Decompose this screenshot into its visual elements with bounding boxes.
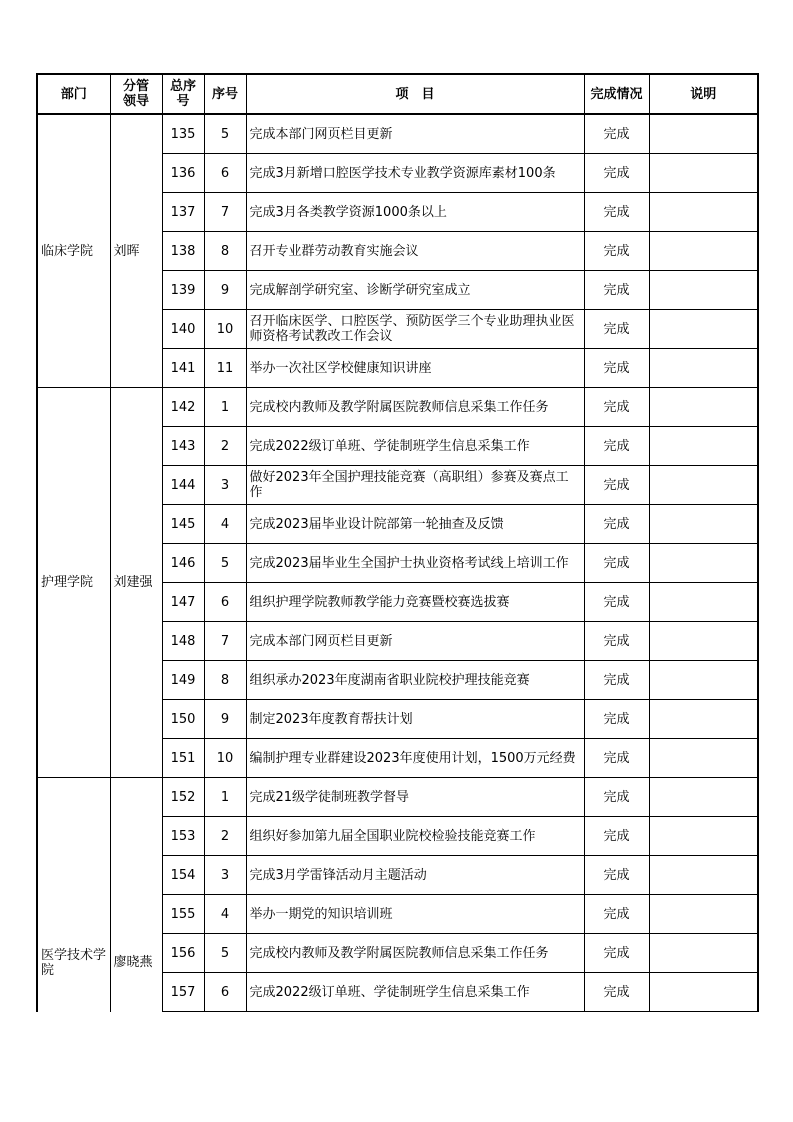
note-cell (649, 583, 758, 622)
total-no-cell: 150 (162, 700, 204, 739)
seq-cell: 8 (204, 661, 246, 700)
leader-cell: 刘建强 (110, 388, 162, 778)
leader-cell: 刘晖 (110, 114, 162, 388)
item-cell: 完成3月各类教学资源1000条以上 (246, 193, 584, 232)
note-cell (649, 271, 758, 310)
total-no-cell: 147 (162, 583, 204, 622)
status-cell: 完成 (584, 895, 649, 934)
item-cell: 完成2022级订单班、学徒制班学生信息采集工作 (246, 973, 584, 1012)
total-no-cell: 144 (162, 466, 204, 505)
table-row (37, 388, 758, 427)
seq-cell: 10 (204, 739, 246, 778)
note-cell (649, 544, 758, 583)
total-no-cell: 157 (162, 973, 204, 1012)
seq-cell: 4 (204, 895, 246, 934)
item-cell: 举办一次社区学校健康知识讲座 (246, 349, 584, 388)
total-no-cell: 153 (162, 817, 204, 856)
status-cell: 完成 (584, 310, 649, 349)
total-no-cell: 141 (162, 349, 204, 388)
dept-cell: 护理学院 (37, 388, 110, 778)
seq-cell: 5 (204, 544, 246, 583)
total-no-cell: 135 (162, 114, 204, 154)
total-no-cell: 136 (162, 154, 204, 193)
item-cell: 召开专业群劳动教育实施会议 (246, 232, 584, 271)
table-row (37, 778, 758, 817)
item-cell: 完成2023届毕业设计院部第一轮抽查及反馈 (246, 505, 584, 544)
status-cell: 完成 (584, 154, 649, 193)
seq-cell: 6 (204, 154, 246, 193)
note-cell (649, 778, 758, 817)
table-row (37, 114, 758, 154)
total-no-cell: 148 (162, 622, 204, 661)
dept-cell: 医学技术学院 (37, 778, 110, 1012)
total-no-cell: 138 (162, 232, 204, 271)
note-cell (649, 114, 758, 154)
seq-cell: 3 (204, 466, 246, 505)
note-cell (649, 973, 758, 1012)
note-cell (649, 895, 758, 934)
item-cell: 完成解剖学研究室、诊断学研究室成立 (246, 271, 584, 310)
total-no-cell: 142 (162, 388, 204, 427)
header-row (37, 74, 758, 114)
header-total-no (162, 74, 204, 114)
header-item: 项 目 (246, 74, 584, 114)
status-cell: 完成 (584, 232, 649, 271)
note-cell (649, 817, 758, 856)
note-cell (649, 193, 758, 232)
status-cell: 完成 (584, 271, 649, 310)
header-leader-text: 分管领导 (122, 79, 149, 109)
seq-cell: 11 (204, 349, 246, 388)
header-note: 说明 (649, 74, 758, 114)
seq-cell: 1 (204, 778, 246, 817)
item-cell: 制定2023年度教育帮扶计划 (246, 700, 584, 739)
total-no-cell: 156 (162, 934, 204, 973)
seq-cell: 3 (204, 856, 246, 895)
total-no-cell: 154 (162, 856, 204, 895)
note-cell (649, 505, 758, 544)
header-leader (110, 74, 162, 114)
seq-cell: 10 (204, 310, 246, 349)
total-no-cell: 143 (162, 427, 204, 466)
work-completion-table (36, 73, 759, 1012)
item-cell: 完成本部门网页栏目更新 (246, 114, 584, 154)
status-cell: 完成 (584, 661, 649, 700)
total-no-cell: 152 (162, 778, 204, 817)
total-no-cell: 155 (162, 895, 204, 934)
item-cell: 组织护理学院教师教学能力竞赛暨校赛选拔赛 (246, 583, 584, 622)
item-cell: 完成2023届毕业生全国护士执业资格考试线上培训工作 (246, 544, 584, 583)
note-cell (649, 388, 758, 427)
note-cell (649, 700, 758, 739)
seq-cell: 5 (204, 114, 246, 154)
item-cell: 完成3月新增口腔医学技术专业教学资源库素材100条 (246, 154, 584, 193)
total-no-cell: 145 (162, 505, 204, 544)
leader-cell: 廖晓燕 (110, 778, 162, 1012)
total-no-cell: 137 (162, 193, 204, 232)
seq-cell: 8 (204, 232, 246, 271)
note-cell (649, 856, 758, 895)
total-no-cell: 149 (162, 661, 204, 700)
item-cell: 完成校内教师及教学附属医院教师信息采集工作任务 (246, 934, 584, 973)
status-cell: 完成 (584, 778, 649, 817)
status-cell: 完成 (584, 700, 649, 739)
table-body (37, 114, 758, 1012)
status-cell: 完成 (584, 388, 649, 427)
note-cell (649, 154, 758, 193)
status-cell: 完成 (584, 505, 649, 544)
seq-cell: 2 (204, 427, 246, 466)
note-cell (649, 661, 758, 700)
item-cell: 召开临床医学、口腔医学、预防医学三个专业助理执业医师资格考试教改工作会议 (246, 310, 584, 349)
total-no-cell: 139 (162, 271, 204, 310)
note-cell (649, 349, 758, 388)
seq-cell: 2 (204, 817, 246, 856)
item-cell: 举办一期党的知识培训班 (246, 895, 584, 934)
status-cell: 完成 (584, 583, 649, 622)
seq-cell: 4 (204, 505, 246, 544)
note-cell (649, 232, 758, 271)
item-cell: 完成3月学雷锋活动月主题活动 (246, 856, 584, 895)
item-cell: 完成21级学徒制班教学督导 (246, 778, 584, 817)
status-cell: 完成 (584, 622, 649, 661)
item-cell: 编制护理专业群建设2023年度使用计划，1500万元经费 (246, 739, 584, 778)
item-cell: 完成校内教师及教学附属医院教师信息采集工作任务 (246, 388, 584, 427)
dept-cell: 临床学院 (37, 114, 110, 388)
header-seq: 序号 (204, 74, 246, 114)
item-cell: 组织承办2023年度湖南省职业院校护理技能竞赛 (246, 661, 584, 700)
note-cell (649, 427, 758, 466)
seq-cell: 9 (204, 700, 246, 739)
note-cell (649, 466, 758, 505)
note-cell (649, 934, 758, 973)
seq-cell: 1 (204, 388, 246, 427)
seq-cell: 6 (204, 973, 246, 1012)
note-cell (649, 310, 758, 349)
note-cell (649, 739, 758, 778)
status-cell: 完成 (584, 466, 649, 505)
header-status: 完成情况 (584, 74, 649, 114)
seq-cell: 7 (204, 622, 246, 661)
item-cell: 完成本部门网页栏目更新 (246, 622, 584, 661)
header-dept: 部门 (37, 74, 110, 114)
note-cell (649, 622, 758, 661)
status-cell: 完成 (584, 193, 649, 232)
status-cell: 完成 (584, 973, 649, 1012)
status-cell: 完成 (584, 739, 649, 778)
status-cell: 完成 (584, 349, 649, 388)
item-cell: 完成2022级订单班、学徒制班学生信息采集工作 (246, 427, 584, 466)
status-cell: 完成 (584, 934, 649, 973)
total-no-cell: 151 (162, 739, 204, 778)
status-cell: 完成 (584, 427, 649, 466)
status-cell: 完成 (584, 114, 649, 154)
seq-cell: 5 (204, 934, 246, 973)
header-total-no-text: 总序号 (169, 79, 196, 109)
seq-cell: 6 (204, 583, 246, 622)
seq-cell: 9 (204, 271, 246, 310)
total-no-cell: 140 (162, 310, 204, 349)
total-no-cell: 146 (162, 544, 204, 583)
status-cell: 完成 (584, 856, 649, 895)
seq-cell: 7 (204, 193, 246, 232)
item-cell: 组织好参加第九届全国职业院校检验技能竞赛工作 (246, 817, 584, 856)
status-cell: 完成 (584, 817, 649, 856)
item-cell: 做好2023年全国护理技能竞赛（高职组）参赛及赛点工作 (246, 466, 584, 505)
status-cell: 完成 (584, 544, 649, 583)
